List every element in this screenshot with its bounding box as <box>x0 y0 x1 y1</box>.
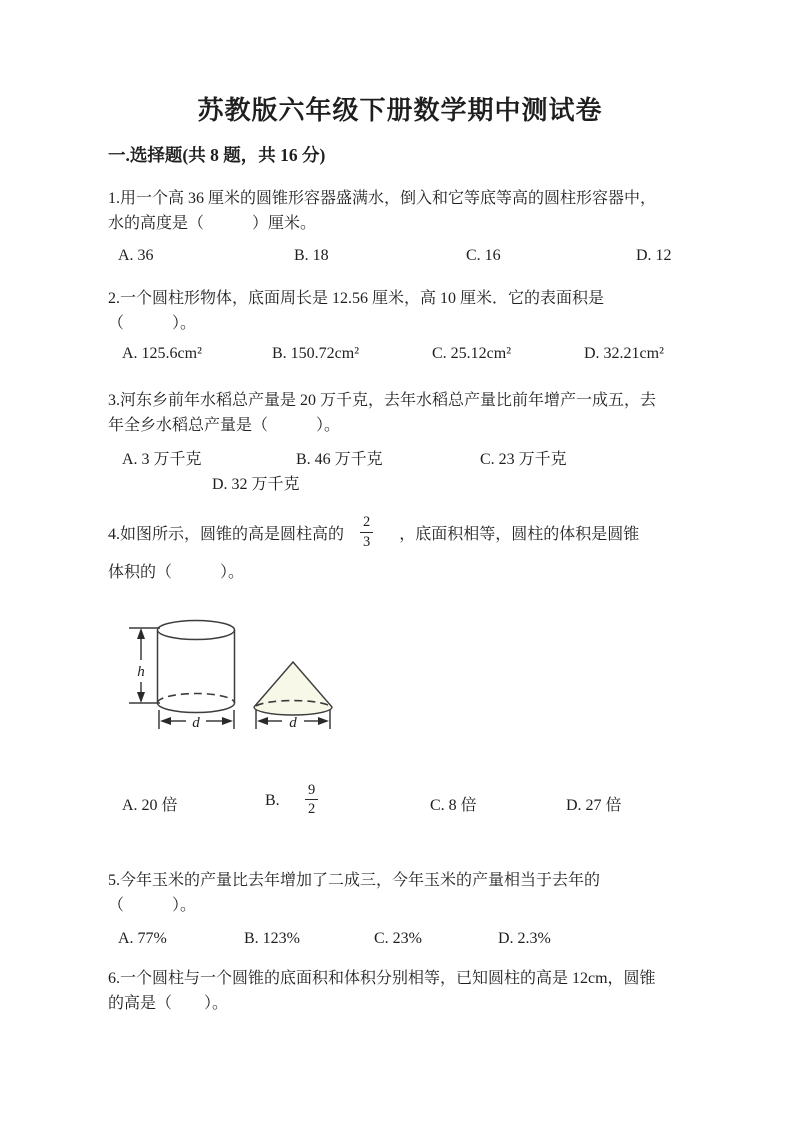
question-3-option-b: B. 46 万千克 <box>296 451 383 468</box>
cone-shape <box>254 662 332 715</box>
question-2-options <box>108 345 768 369</box>
question-1-option-a: A. 36 <box>118 247 154 264</box>
question-4-text-pre: 4.如图所示，圆锥的高是圆柱高的 <box>108 525 345 543</box>
question-4-option-b-label: B. <box>265 792 280 809</box>
question-4-options <box>108 778 768 832</box>
question-1-option-c: C. 16 <box>466 247 501 264</box>
cylinder-diameter-label: d <box>192 715 200 731</box>
question-1-text-line-2: 水的高度是（ ）厘米。 <box>108 215 317 232</box>
question-4-text-line-1 <box>108 508 639 556</box>
question-5-text-line-1: 5.今年玉米的产量比去年增加了二成三，今年玉米的产量相当于去年的 <box>108 872 601 889</box>
question-3-options-row-2 <box>108 471 768 495</box>
question-3-option-a: A. 3 万千克 <box>122 451 202 468</box>
question-6-text-line-2: 的高是（ ）。 <box>108 995 229 1012</box>
question-5-option-d: D. 2.3% <box>498 930 551 947</box>
question-2-text-line-2: （ ）。 <box>108 315 197 332</box>
fraction-numerator: 2 <box>363 514 371 531</box>
question-2 <box>108 286 728 336</box>
question-2-option-c: C. 25.12cm² <box>432 345 512 362</box>
question-4-fraction <box>360 513 373 550</box>
page-title: 苏教版六年级下册数学期中测试卷 <box>197 96 603 125</box>
question-1-option-d: D. 12 <box>636 247 672 264</box>
question-6 <box>108 966 728 1016</box>
question-1 <box>108 186 728 236</box>
question-2-option-d: D. 32.21cm² <box>584 345 664 362</box>
question-3-option-d: D. 32 万千克 <box>212 476 300 493</box>
question-4-option-b-fraction <box>305 781 318 818</box>
question-5-option-c: C. 23% <box>374 930 422 947</box>
cylinder-height-label: h <box>137 664 145 680</box>
question-4-option-c: C. 8 倍 <box>430 797 477 814</box>
question-1-options <box>108 247 768 271</box>
question-3-option-c: C. 23 万千克 <box>480 451 567 468</box>
question-3 <box>108 388 728 438</box>
cone-diameter-label: d <box>289 715 297 731</box>
cylinder-shape <box>158 621 235 713</box>
question-4-figure <box>110 602 350 752</box>
question-2-option-b: B. 150.72cm² <box>272 345 360 362</box>
fraction-denominator: 2 <box>308 801 316 818</box>
question-4-text-line-2-wrap <box>108 560 728 585</box>
question-5-option-a: A. 77% <box>118 930 167 947</box>
fraction-denominator: 3 <box>363 533 371 550</box>
question-4-text-line-2: 体积的（ ）。 <box>108 564 245 581</box>
question-5 <box>108 868 728 918</box>
question-5-option-b: B. 123% <box>244 930 300 947</box>
question-3-options-row-1 <box>108 446 768 470</box>
question-3-text-line-1: 3.河东乡前年水稻总产量是 20 万千克，去年水稻总产量比前年增产一成五，去 <box>108 392 657 409</box>
question-1-text-line-1: 1.用一个高 36 厘米的圆锥形容器盛满水，倒入和它等底等高的圆柱形容器中， <box>108 190 657 207</box>
section-heading: 一.选择题(共 8 题，共 16 分) <box>108 145 326 165</box>
question-5-options <box>108 930 768 954</box>
cylinder-height-measure <box>129 628 160 703</box>
question-4-text-post: ，底面积相等，圆柱的体积是圆锥 <box>399 525 640 543</box>
question-4-option-a: A. 20 倍 <box>122 797 178 814</box>
fraction-numerator: 9 <box>308 782 316 798</box>
question-2-text-line-1: 2.一个圆柱形物体，底面周长是 12.56 厘米，高 10 厘米．它的表面积是 <box>108 290 605 307</box>
question-5-text-line-2: （ ）。 <box>108 897 197 914</box>
question-1-option-b: B. 18 <box>294 247 329 264</box>
question-2-option-a: A. 125.6cm² <box>122 345 202 362</box>
question-4-option-d: D. 27 倍 <box>566 797 622 814</box>
question-3-text-line-2: 年全乡水稻总产量是（ ）。 <box>108 417 341 434</box>
question-6-text-line-1: 6.一个圆柱与一个圆锥的底面积和体积分别相等，已知圆柱的高是 12cm，圆锥 <box>108 970 656 987</box>
